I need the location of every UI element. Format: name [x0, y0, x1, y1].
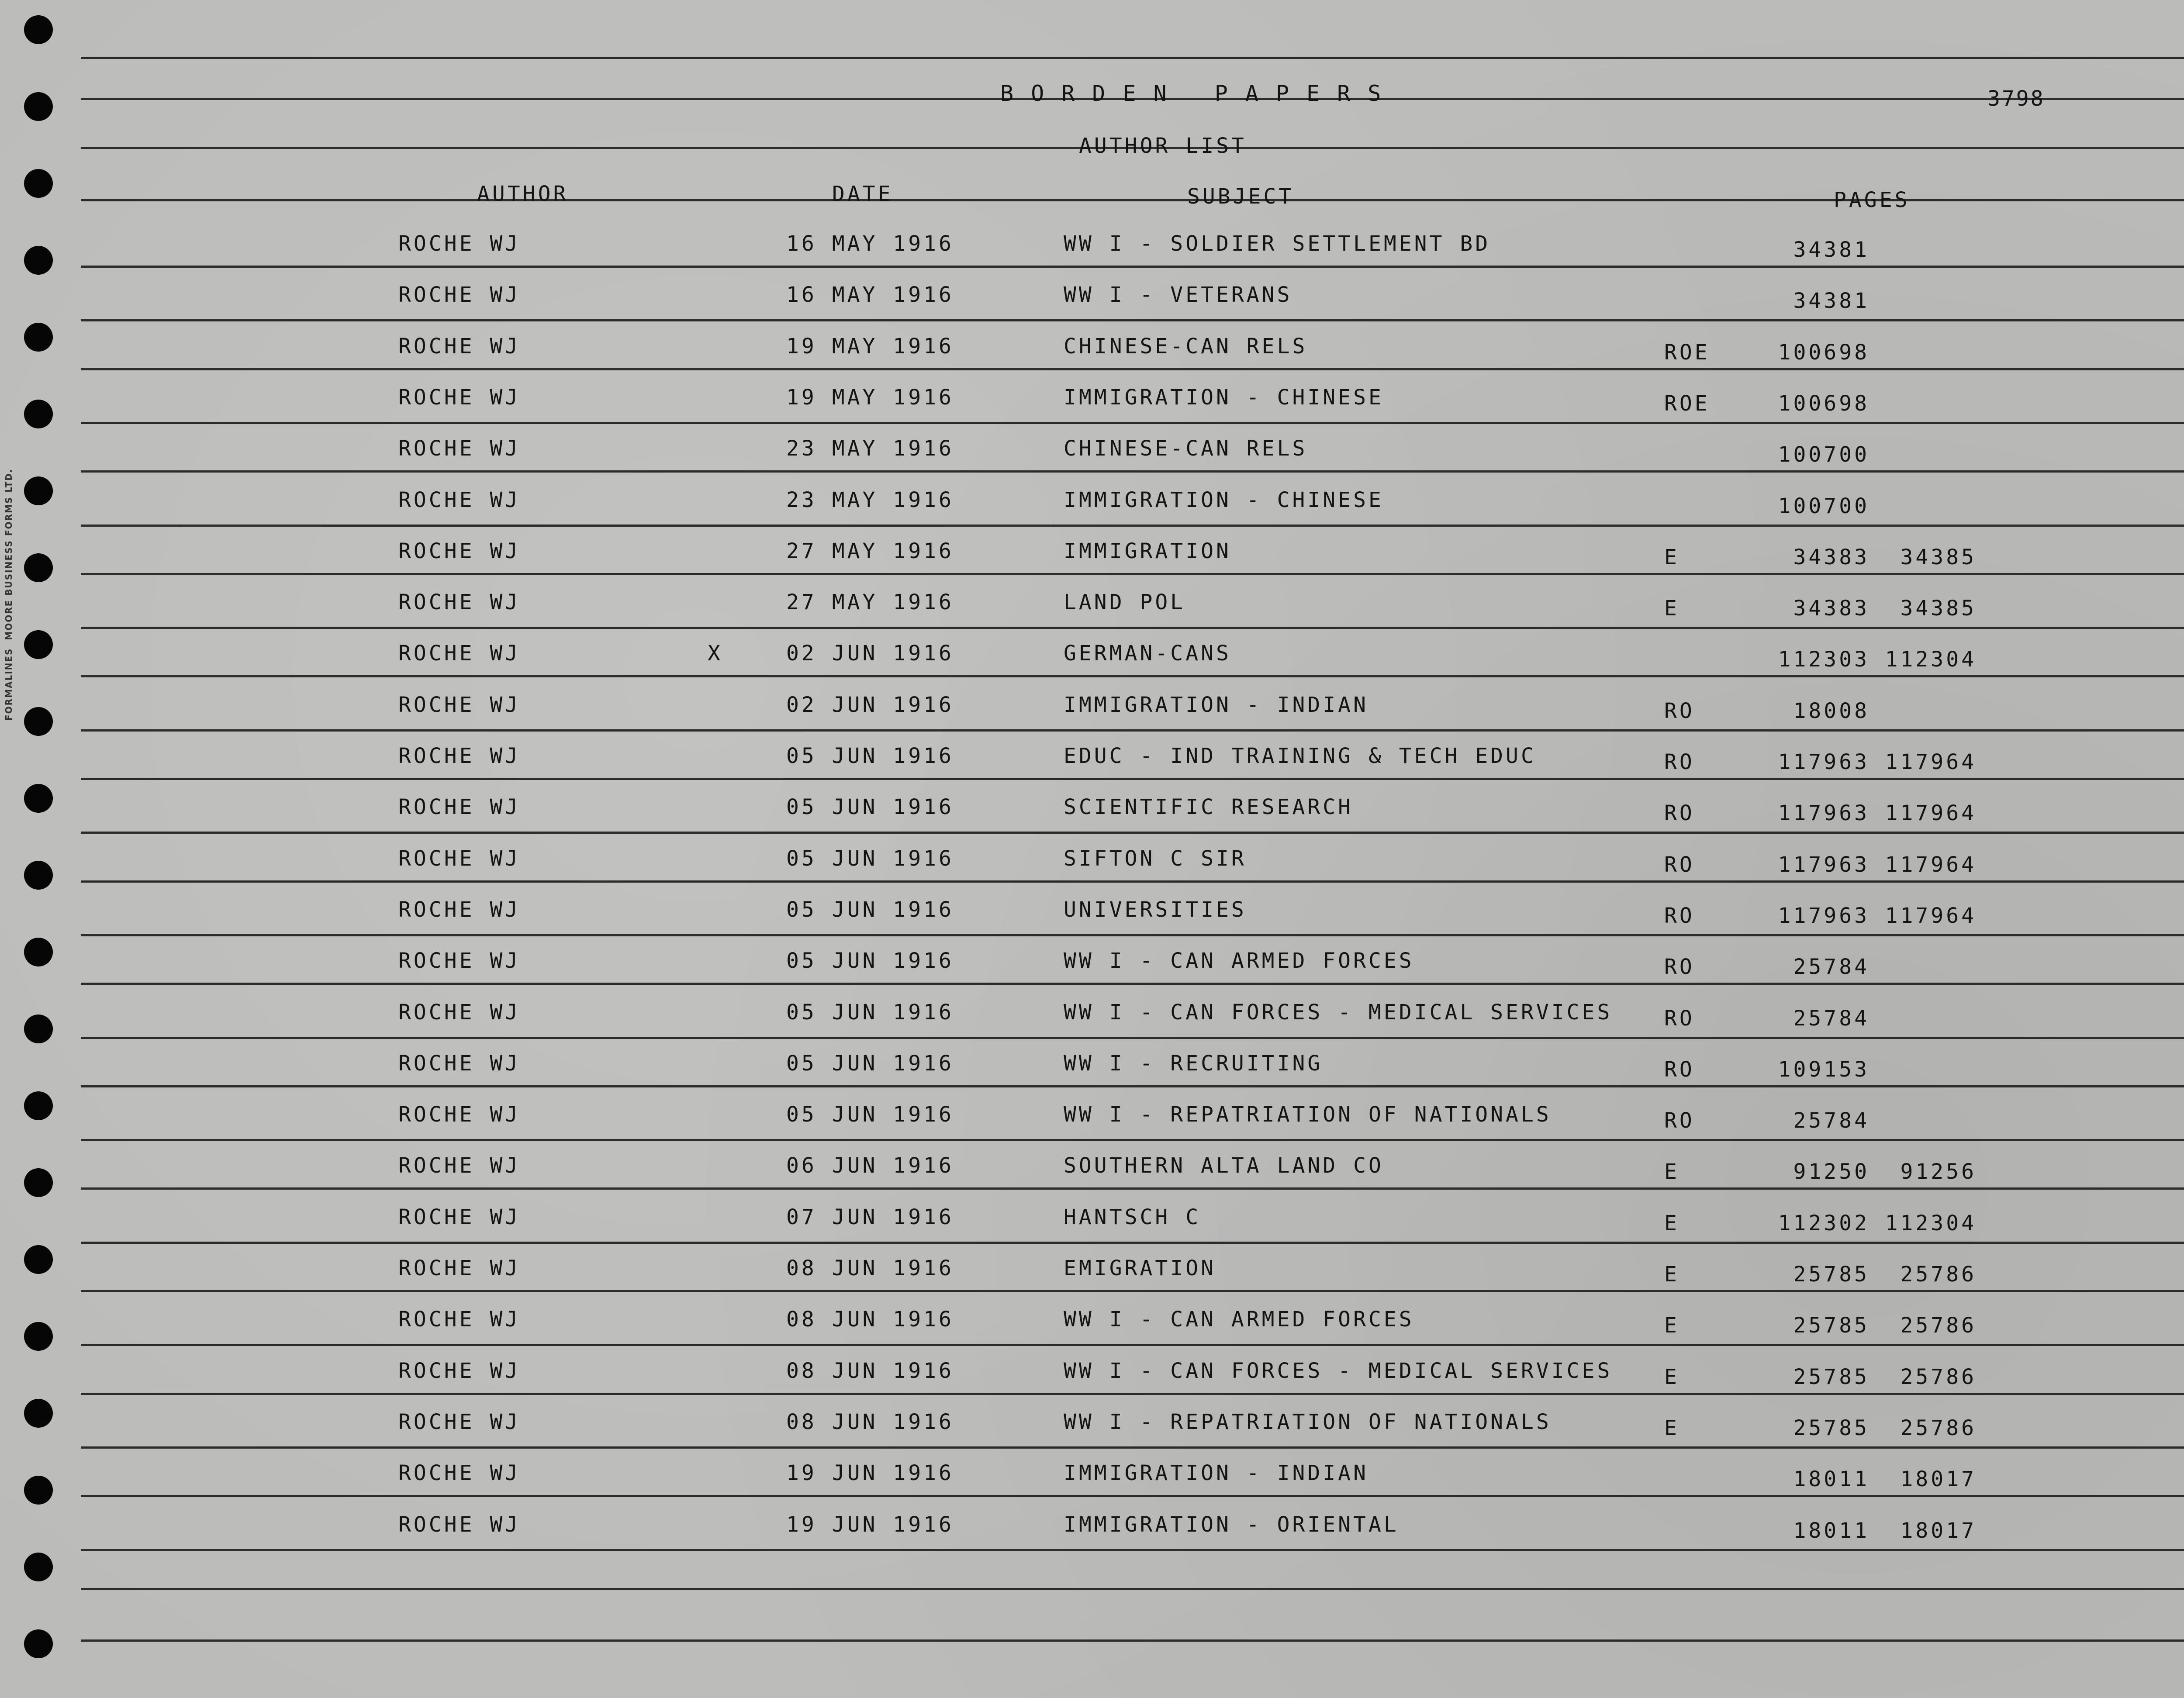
author-cell: ROCHE WJ — [398, 1102, 521, 1127]
page-to-cell: 18017 — [1900, 1519, 1977, 1543]
column-header-date: DATE — [832, 182, 893, 206]
date-cell: 19 MAY 1916 — [786, 385, 954, 410]
date-cell: 05 JUN 1916 — [786, 846, 954, 871]
page-to-cell: 112304 — [1885, 647, 1977, 672]
ruled-line — [81, 1588, 2184, 1590]
subject-cell: IMMIGRATION - INDIAN — [1064, 693, 1368, 717]
ruled-line — [81, 1393, 2184, 1395]
date-cell: 19 JUN 1916 — [786, 1512, 954, 1537]
author-cell: ROCHE WJ — [398, 744, 521, 768]
ruled-line — [81, 57, 2184, 59]
page-from-cell: 34381 — [1793, 238, 1870, 262]
author-cell: ROCHE WJ — [398, 590, 521, 614]
subject-cell: WW I - CAN ARMED FORCES — [1064, 949, 1414, 973]
table-row — [0, 231, 2184, 262]
author-cell: ROCHE WJ — [398, 1051, 521, 1076]
date-cell: 19 JUN 1916 — [786, 1461, 954, 1485]
ruled-line — [81, 1085, 2184, 1087]
date-cell: 02 JUN 1916 — [786, 693, 954, 717]
date-cell: 08 JUN 1916 — [786, 1359, 954, 1383]
ruled-line — [81, 1187, 2184, 1190]
subject-cell: UNIVERSITIES — [1064, 897, 1247, 922]
page-from-cell: 25785 — [1793, 1262, 1870, 1287]
subject-cell: CHINESE-CAN RELS — [1064, 436, 1308, 461]
page-from-cell: 25784 — [1793, 1006, 1870, 1031]
table-row — [0, 1153, 2184, 1184]
subject-cell: WW I - REPATRIATION OF NATIONALS — [1064, 1410, 1552, 1434]
page-from-cell: 34383 — [1793, 545, 1870, 569]
code-cell: E — [1664, 1313, 1679, 1338]
author-cell: ROCHE WJ — [398, 1205, 521, 1229]
subject-cell: IMMIGRATION — [1064, 539, 1231, 563]
ruled-line — [81, 1639, 2184, 1642]
date-cell: 19 MAY 1916 — [786, 334, 954, 359]
page-from-cell: 25785 — [1793, 1313, 1870, 1338]
ruled-line — [81, 1139, 2184, 1141]
list-title: AUTHOR LIST — [1079, 134, 1247, 158]
table-row — [0, 641, 2184, 672]
ruled-line — [81, 675, 2184, 677]
page-from-cell: 25784 — [1793, 1108, 1870, 1133]
page-from-cell: 25784 — [1793, 955, 1870, 979]
ruled-line — [81, 627, 2184, 629]
code-cell: E — [1664, 1262, 1679, 1287]
page-from-cell: 100698 — [1778, 391, 1870, 416]
subject-cell: WW I - SOLDIER SETTLEMENT BD — [1064, 231, 1491, 256]
ruled-line — [81, 983, 2184, 985]
author-cell: ROCHE WJ — [398, 641, 521, 666]
page-from-cell: 100698 — [1778, 340, 1870, 365]
page-to-cell: 112304 — [1885, 1211, 1977, 1236]
table-row — [0, 897, 2184, 928]
subject-cell: WW I - CAN FORCES - MEDICAL SERVICES — [1064, 1359, 1613, 1383]
author-cell: ROCHE WJ — [398, 949, 521, 973]
subject-cell: EMIGRATION — [1064, 1256, 1216, 1280]
code-cell: RO — [1664, 852, 1695, 877]
date-cell: 05 JUN 1916 — [786, 949, 954, 973]
feed-hole — [24, 92, 53, 121]
page-from-cell: 117963 — [1778, 801, 1870, 825]
date-cell: 27 MAY 1916 — [786, 539, 954, 563]
table-row — [0, 1102, 2184, 1133]
code-cell: RO — [1664, 1057, 1695, 1082]
author-cell: ROCHE WJ — [398, 1461, 521, 1485]
date-cell: 07 JUN 1916 — [786, 1205, 954, 1229]
code-cell: E — [1664, 1160, 1679, 1184]
table-row — [0, 1512, 2184, 1543]
date-cell: 05 JUN 1916 — [786, 1102, 954, 1127]
table-row — [0, 846, 2184, 877]
ruled-line — [81, 1344, 2184, 1346]
date-cell: 05 JUN 1916 — [786, 897, 954, 922]
table-row — [0, 1051, 2184, 1082]
subject-cell: SOUTHERN ALTA LAND CO — [1064, 1153, 1384, 1178]
ruled-line — [81, 1446, 2184, 1449]
code-cell: E — [1664, 596, 1679, 621]
table-row — [0, 1359, 2184, 1389]
author-cell: ROCHE WJ — [398, 1153, 521, 1178]
table-row — [0, 1307, 2184, 1338]
date-cell: 05 JUN 1916 — [786, 1051, 954, 1076]
author-cell: ROCHE WJ — [398, 385, 521, 410]
page-to-cell: 25786 — [1900, 1262, 1977, 1287]
author-cell: ROCHE WJ — [398, 334, 521, 359]
subject-cell: WW I - CAN FORCES - MEDICAL SERVICES — [1064, 1000, 1613, 1025]
ruled-line — [81, 1037, 2184, 1039]
date-cell: 16 MAY 1916 — [786, 231, 954, 256]
page-to-cell: 117964 — [1885, 801, 1977, 825]
form-imprint: FORMALINES MOORE BUSINESS FORMS LTD. — [3, 468, 14, 721]
table-row — [0, 539, 2184, 569]
author-cell: ROCHE WJ — [398, 231, 521, 256]
ruled-line — [81, 832, 2184, 834]
date-cell: 05 JUN 1916 — [786, 1000, 954, 1025]
author-cell: ROCHE WJ — [398, 693, 521, 717]
feed-hole — [24, 15, 53, 44]
date-cell: 08 JUN 1916 — [786, 1307, 954, 1332]
subject-cell: SCIENTIFIC RESEARCH — [1064, 795, 1354, 819]
author-cell: ROCHE WJ — [398, 1512, 521, 1537]
author-cell: ROCHE WJ — [398, 897, 521, 922]
page-to-cell: 34385 — [1900, 596, 1977, 621]
table-row — [0, 488, 2184, 518]
ruled-line — [81, 470, 2184, 473]
ruled-line — [81, 525, 2184, 527]
subject-cell: WW I - REPATRIATION OF NATIONALS — [1064, 1102, 1552, 1127]
date-cell: 27 MAY 1916 — [786, 590, 954, 614]
author-cell: ROCHE WJ — [398, 1410, 521, 1434]
ruled-line — [81, 778, 2184, 780]
table-row — [0, 1410, 2184, 1440]
page-from-cell: 100700 — [1778, 442, 1870, 467]
table-row — [0, 1205, 2184, 1236]
table-row — [0, 744, 2184, 774]
page-to-cell: 25786 — [1900, 1313, 1977, 1338]
ruled-line — [81, 1549, 2184, 1551]
ruled-line — [81, 729, 2184, 732]
code-cell: RO — [1664, 1006, 1695, 1031]
subject-cell: HANTSCH C — [1064, 1205, 1201, 1229]
date-cell: 05 JUN 1916 — [786, 795, 954, 819]
author-cell: ROCHE WJ — [398, 1256, 521, 1280]
author-cell: ROCHE WJ — [398, 1307, 521, 1332]
page-from-cell: 34383 — [1793, 596, 1870, 621]
ruled-line — [81, 573, 2184, 575]
code-cell: ROE — [1664, 340, 1710, 365]
ruled-line — [81, 1290, 2184, 1292]
document-title: BORDEN PAPERS — [1000, 81, 1399, 106]
code-cell: RO — [1664, 801, 1695, 825]
subject-cell: SIFTON C SIR — [1064, 846, 1247, 871]
date-cell: 23 MAY 1916 — [786, 488, 954, 512]
page-from-cell: 109153 — [1778, 1057, 1870, 1082]
table-row — [0, 1000, 2184, 1031]
page-from-cell: 25785 — [1793, 1416, 1870, 1440]
date-cell: 08 JUN 1916 — [786, 1256, 954, 1280]
code-cell: RO — [1664, 955, 1695, 979]
author-cell: ROCHE WJ — [398, 1000, 521, 1025]
feed-hole — [24, 1553, 53, 1581]
table-row — [0, 1461, 2184, 1491]
code-cell: E — [1664, 1365, 1679, 1389]
page-to-cell: 34385 — [1900, 545, 1977, 569]
page-from-cell: 117963 — [1778, 904, 1870, 928]
page-from-cell: 100700 — [1778, 494, 1870, 518]
subject-cell: WW I - CAN ARMED FORCES — [1064, 1307, 1414, 1332]
table-row — [0, 795, 2184, 825]
author-cell: ROCHE WJ — [398, 1359, 521, 1383]
page-from-cell: 25785 — [1793, 1365, 1870, 1389]
column-header-pages: PAGES — [1834, 188, 1910, 212]
page-from-cell: 117963 — [1778, 750, 1870, 774]
code-cell: RO — [1664, 904, 1695, 928]
date-cell: 16 MAY 1916 — [786, 283, 954, 307]
ruled-line — [81, 266, 2184, 268]
page-from-cell: 117963 — [1778, 852, 1870, 877]
table-row — [0, 1256, 2184, 1287]
table-row — [0, 283, 2184, 313]
page-to-cell: 18017 — [1900, 1467, 1977, 1491]
ruled-line — [81, 422, 2184, 424]
author-cell: ROCHE WJ — [398, 846, 521, 871]
author-cell: ROCHE WJ — [398, 539, 521, 563]
date-cell: 23 MAY 1916 — [786, 436, 954, 461]
ruled-line — [81, 880, 2184, 883]
page-to-cell: 117964 — [1885, 852, 1977, 877]
page-from-cell: 18011 — [1793, 1519, 1870, 1543]
column-header-subject: SUBJECT — [1187, 184, 1294, 209]
subject-cell: WW I - VETERANS — [1064, 283, 1292, 307]
table-row — [0, 949, 2184, 979]
column-header-author: AUTHOR — [477, 182, 569, 206]
date-cell: 05 JUN 1916 — [786, 744, 954, 768]
code-cell: E — [1664, 1211, 1679, 1236]
author-cell: ROCHE WJ — [398, 488, 521, 512]
page-from-cell: 112303 — [1778, 647, 1870, 672]
table-row — [0, 436, 2184, 467]
feed-hole — [24, 169, 53, 198]
page-from-cell: 18008 — [1793, 699, 1870, 723]
page-from-cell: 34381 — [1793, 289, 1870, 313]
code-cell: E — [1664, 1416, 1679, 1440]
author-cell: ROCHE WJ — [398, 436, 521, 461]
page-from-cell: 112302 — [1778, 1211, 1870, 1236]
page-to-cell: 25786 — [1900, 1416, 1977, 1440]
table-row — [0, 590, 2184, 621]
feed-hole — [24, 1629, 53, 1658]
ruled-line — [81, 1495, 2184, 1497]
ruled-line — [81, 1242, 2184, 1244]
table-row — [0, 385, 2184, 416]
subject-cell: LAND POL — [1064, 590, 1186, 614]
code-cell: RO — [1664, 750, 1695, 774]
ruled-line — [81, 368, 2184, 370]
subject-cell: WW I - RECRUITING — [1064, 1051, 1323, 1076]
ruled-line — [81, 934, 2184, 936]
ruled-line — [81, 319, 2184, 321]
page-number: 3798 — [1987, 86, 2045, 111]
subject-cell: CHINESE-CAN RELS — [1064, 334, 1308, 359]
author-cell: ROCHE WJ — [398, 283, 521, 307]
page-to-cell: 117964 — [1885, 904, 1977, 928]
table-row — [0, 334, 2184, 365]
subject-cell: IMMIGRATION - ORIENTAL — [1064, 1512, 1399, 1537]
code-cell: ROE — [1664, 391, 1710, 416]
subject-cell: EDUC - IND TRAINING & TECH EDUC — [1064, 744, 1536, 768]
date-cell: 08 JUN 1916 — [786, 1410, 954, 1434]
code-cell: RO — [1664, 1108, 1695, 1133]
date-cell: 06 JUN 1916 — [786, 1153, 954, 1178]
date-cell: 02 JUN 1916 — [786, 641, 954, 666]
flag-cell: X — [708, 641, 723, 666]
subject-cell: IMMIGRATION - CHINESE — [1064, 385, 1384, 410]
page-to-cell: 117964 — [1885, 750, 1977, 774]
author-cell: ROCHE WJ — [398, 795, 521, 819]
page-to-cell: 91256 — [1900, 1160, 1977, 1184]
page-from-cell: 18011 — [1793, 1467, 1870, 1491]
subject-cell: IMMIGRATION - CHINESE — [1064, 488, 1384, 512]
code-cell: E — [1664, 545, 1679, 569]
table-row — [0, 693, 2184, 723]
subject-cell: GERMAN-CANS — [1064, 641, 1231, 666]
page-to-cell: 25786 — [1900, 1365, 1977, 1389]
page-from-cell: 91250 — [1793, 1160, 1870, 1184]
subject-cell: IMMIGRATION - INDIAN — [1064, 1461, 1368, 1485]
code-cell: RO — [1664, 699, 1695, 723]
